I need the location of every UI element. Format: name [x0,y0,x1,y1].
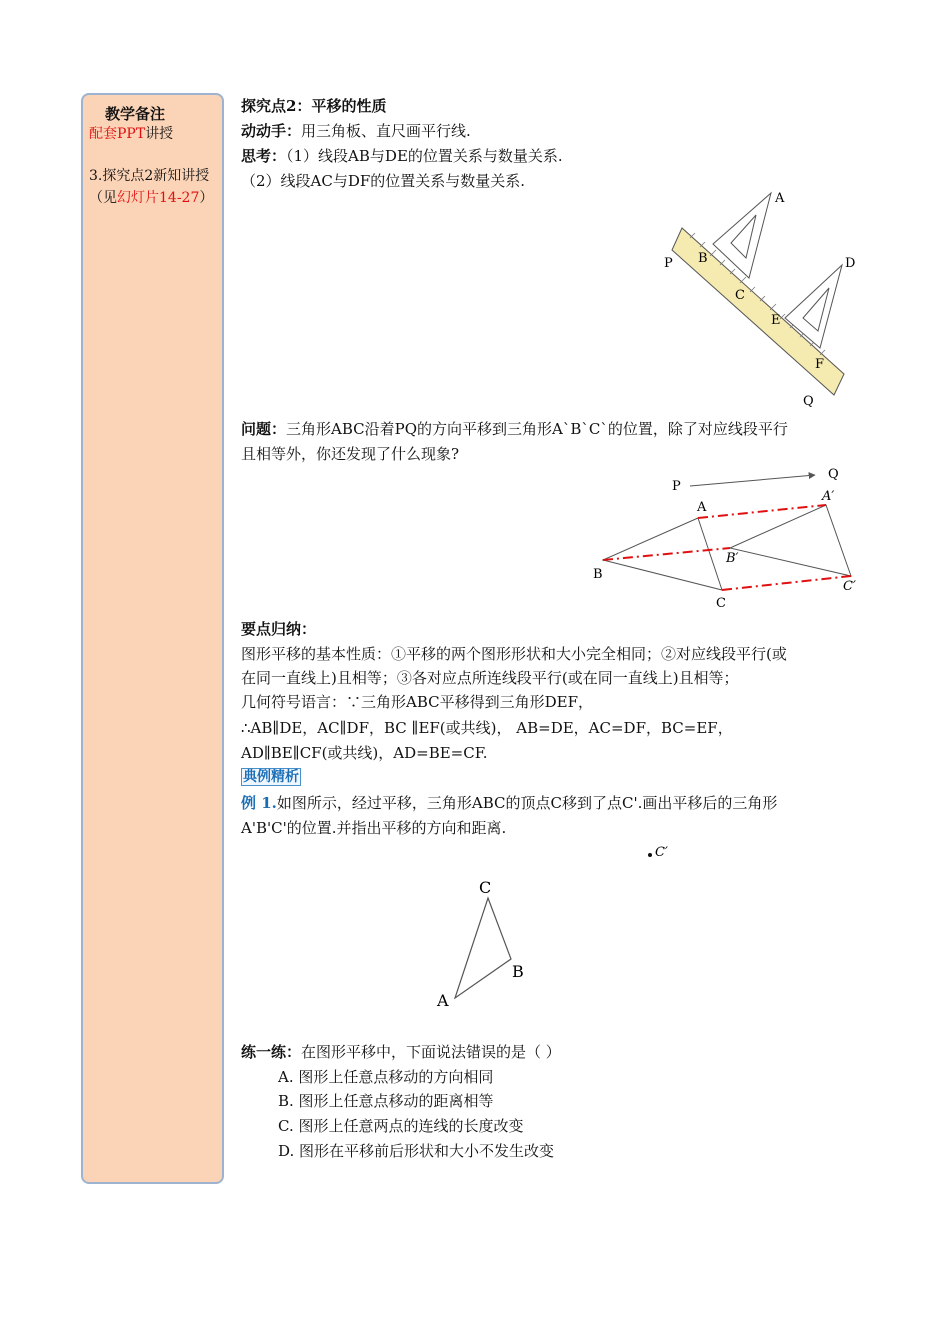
figure-translation-pq [585,460,865,615]
label-C: C [735,288,745,303]
teaching-notes-sidebar [81,93,224,1184]
sidebar-title: 教学备注 [105,105,166,123]
summary-line4: ∴AB∥DE，AC∥DF，BC ∥EF(或共线)， AB=DE，AC=DF，BC=EF， [241,719,733,737]
sidebar-section-note [89,165,219,209]
think-q1: （1）线段AB与DE的位置关系与数量关系. [286,147,563,165]
label-B-prime: B′ [726,551,739,566]
label-A-prime: A′ [822,489,835,504]
label-D: D [845,256,856,271]
triangle-abc [603,518,722,590]
think-label: 思考： [241,147,287,165]
summary-line5: AD∥BE∥CF(或共线)，AD=BE=CF. [241,744,488,762]
example-text1: 如图所示，经过平移，三角形ABC的顶点C移到了点C'.画出平移后的三角形 [276,794,778,812]
figure-ruler-set-squares [650,185,860,410]
section-paren-close: ） [199,190,214,206]
ppt-label: 配套PPT [89,126,146,142]
question-line1 [241,418,788,439]
section-slides: 幻灯片14-27 [117,190,200,206]
triangle-abc [455,898,511,998]
label-C-prime: C′ [843,579,856,594]
label-P: P [672,479,681,494]
example-section-tag: 典例精析 [243,769,299,785]
label-E: E [771,313,781,328]
label-Q: Q [828,467,839,482]
hands-text: 用三角板、直尺画平行线. [301,122,471,140]
point-c-prime [648,853,652,857]
label-A: A [775,191,785,206]
label-B: B [698,251,708,266]
option-b: B. 图形上任意点移动的距离相等 [278,1092,494,1110]
label-B: B [512,962,524,981]
label-A: A [437,991,449,1010]
think-q2: （2）线段AC与DF的位置关系与数量关系. [241,172,526,190]
practice-question: 在图形平移中，下面说法错误的是（ ） [301,1043,561,1061]
example-section-tag-wrap [241,766,301,786]
summary-heading: 要点归纳： [241,620,317,638]
question-label: 问题： [241,420,287,438]
question-line2: 且相等外，你还发现了什么现象? [241,445,460,463]
correspondence-lines [603,505,851,590]
example-line1 [241,792,777,813]
summary-line1: 图形平移的基本性质：①平移的两个图形形状和大小完全相同；②对应线段平行(或 [241,645,787,663]
label-C: C [479,878,492,897]
practice-line [241,1041,561,1062]
label-P: P [664,256,673,271]
label-F: F [815,357,825,372]
example-label: 例 1. [241,794,277,812]
practice-label: 练一练： [241,1043,302,1061]
label-C-prime: C′ [655,845,668,860]
label-Q: Q [803,394,814,409]
hands-on-line [241,120,471,141]
section-line: 3.探究点2新知讲授 [89,168,210,184]
ppt-rest: 讲授 [145,126,174,142]
summary-line3: 几何符号语言：∵三角形ABC平移得到三角形DEF， [241,693,593,711]
label-C: C [716,596,726,611]
option-d: D. 图形在平移前后形状和大小不发生改变 [278,1142,555,1160]
ruler-ticks [690,233,825,355]
option-a: A. 图形上任意点移动的方向相同 [278,1068,494,1086]
direction-arrow-pq [690,475,815,486]
triangle-a1b1c1 [730,505,851,576]
label-A: A [697,500,707,515]
think-line [241,145,563,166]
option-c: C. 图形上任意两点的连线的长度改变 [278,1117,524,1135]
question-text1: 三角形ABC沿着PQ的方向平移到三角形A`B`C`的位置，除了对应线段平行 [286,420,788,438]
hands-label: 动动手： [241,122,302,140]
figure-example-triangle [430,838,680,1013]
label-B: B [593,567,603,582]
explore-heading: 探究点2：平移的性质 [241,97,387,115]
section-paren-open: （见 [89,190,117,206]
summary-line2: 在同一直线上)且相等；③各对应点所连线段平行(或在同一直线上)且相等； [241,669,739,687]
example-line2: A'B'C'的位置.并指出平移的方向和距离. [241,819,507,837]
sidebar-ppt-note [89,123,173,143]
